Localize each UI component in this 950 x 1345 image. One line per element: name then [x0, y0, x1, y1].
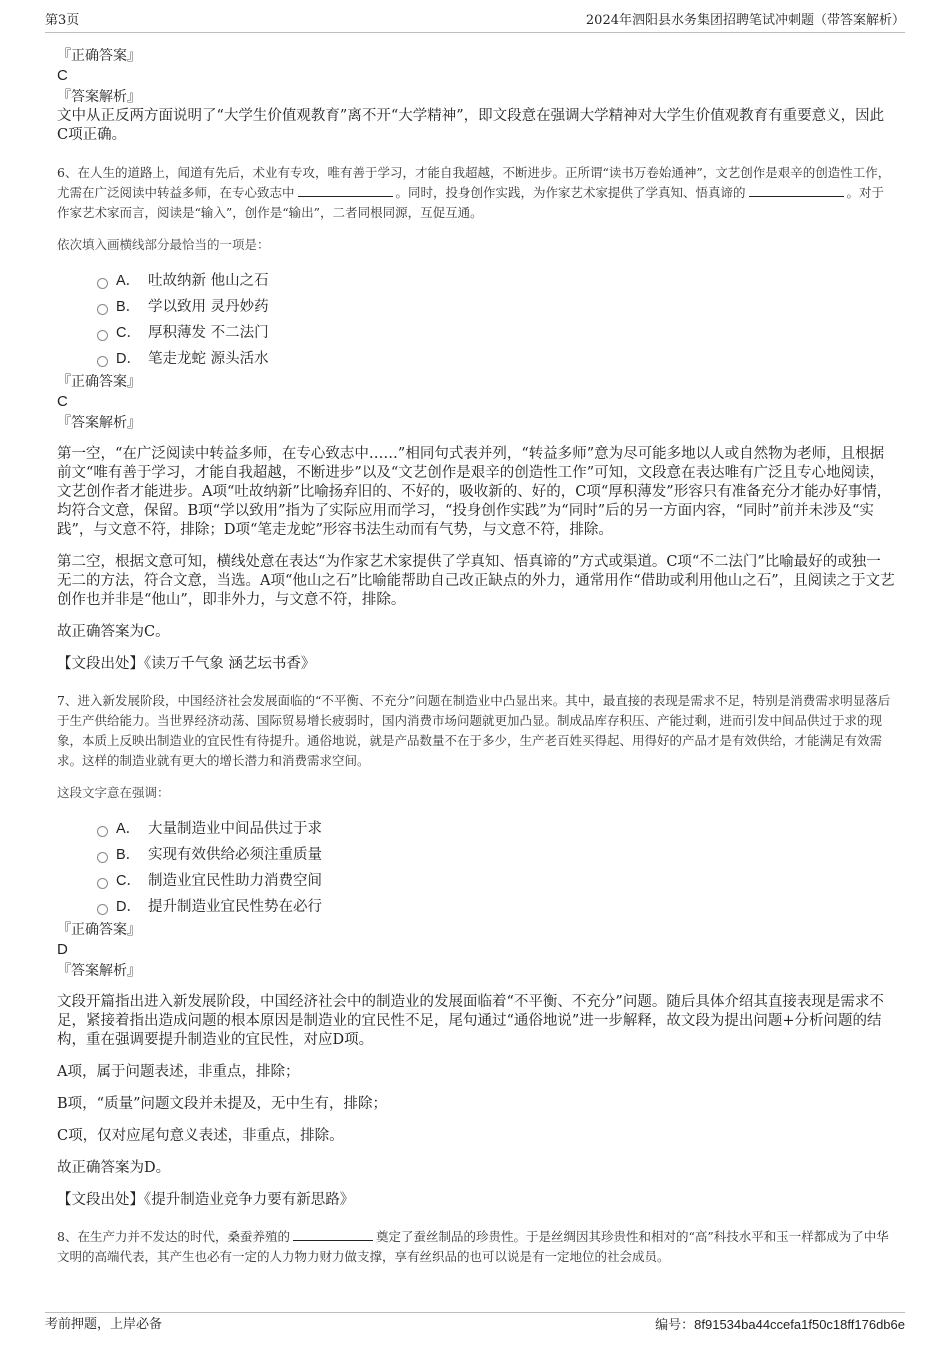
- document-id: 编号：8f91534ba44ccefa1f50c18ff176db6e: [655, 1317, 905, 1332]
- correct-answer-label: 『正确答案』: [57, 374, 141, 390]
- q6-question: 6、在人生的道路上，闻道有先后，术业有专攻，唯有善于学习，才能自我超越，不断进步。正所谓“读书万卷始通神”，文艺创作是艰辛的创造性工作，尤需在广泛阅读中转益多师，在专心致志中 。同时，投身创作实践，为作家艺术家提供了学真知、悟真谛的 。对于作家艺术家而言，阅读是“输入”，创作是“输出”，二者同根同源，互促互通。: [57, 165, 891, 220]
- q7-option-d[interactable]: D． 提升制造业宜民性势在必行: [97, 894, 895, 920]
- explanation-label: 『答案解析』: [57, 89, 141, 105]
- q6-blank-1: [298, 184, 393, 197]
- radio-icon[interactable]: [97, 356, 108, 367]
- radio-icon[interactable]: [97, 278, 108, 289]
- q7-answer: D: [57, 941, 68, 958]
- document-title: 2024年泗阳县水务集团招聘笔试冲刺题（带答案解析）: [585, 13, 905, 28]
- q6-blank-2: [749, 184, 844, 197]
- correct-answer-label: 『正确答案』: [57, 48, 141, 64]
- q7-option-c[interactable]: C． 制造业宜民性助力消费空间: [97, 868, 895, 894]
- q7-option-b[interactable]: B． 实现有效供给必须注重质量: [97, 842, 895, 868]
- q7-explanation-b: B项，“质量”问题文段并未提及，无中生有，排除；: [57, 1096, 387, 1112]
- q7-conclusion: 故正确答案为D。: [57, 1160, 171, 1176]
- q6-source: 【文段出处】《读万千气象 涵艺坛书香》: [57, 656, 316, 672]
- radio-icon[interactable]: [97, 304, 108, 315]
- explanation-label: 『答案解析』: [57, 415, 141, 431]
- q7-option-a[interactable]: A． 大量制造业中间品供过于求: [97, 816, 895, 842]
- q7-explanation-a: A项，属于问题表述，非重点，排除；: [57, 1064, 300, 1080]
- page-header: [45, 12, 905, 33]
- document-body: [57, 46, 895, 1267]
- q6-explanation-1: 第一空，“在广泛阅读中转益多师，在专心致志中……”相同句式表并列，“转益多师”意为尽可能多地以人或自然物为老师，且根据前文“唯有善于学习，才能自我超越，不断进步”以及“文艺创作是艰辛的创造性工作”可知，文段意在表达唯有广泛且专心地阅读，文艺创作者才能进步。A项“吐故纳新”比喻扬弃旧的、不好的，吸收新的、好的，C项“厚积薄发”形容只有准备充分才能办好事情，均符合文意，保留。B项“学以致用”指为了实际应用而学习，“投身创作实践”为“同时”后的另一方面内容，“同时”前并未涉及“实践”，与文意不符，排除；D项“笔走龙蛇”形容书法生动而有气势，与文意不符，排除。: [57, 446, 892, 538]
- radio-icon[interactable]: [97, 878, 108, 889]
- radio-icon[interactable]: [97, 330, 108, 341]
- q6-conclusion: 故正确答案为C。: [57, 624, 170, 640]
- q7-question: 7、进入新发展阶段，中国经济社会发展面临的“不平衡、不充分”问题在制造业中凸显出来。其中，最直接的表现是需求不足，特别是消费需求明显落后于生产供给能力。当世界经济动荡、国际贸易增长疲弱时，国内消费市场问题就更加凸显。制成品库存积压、产能过剩，进而引发中间品供过于求的现象，本质上反映出制造业的宜民性有待提升。通俗地说，就是产品数量不在于多少，生产老百姓买得起、用得好的产品才是有效供给，才能满足有效需求。这样的制造业就有更大的增长潜力和消费需求空间。: [57, 693, 891, 768]
- q7-source: 【文段出处】《提升制造业竞争力要有新思路》: [57, 1192, 355, 1208]
- q7-explanation-1: 文段开篇指出进入新发展阶段，中国经济社会中的制造业的发展面临着“不平衡、不充分”问题。随后具体介绍其直接表现是需求不足，紧接着指出造成问题的根本原因是制造业的宜民性不足，尾句通过“通俗地说”进一步解释，故文段为提出问题+分析问题的结构，重在强调要提升制造业的宜民性，对应D项。: [57, 994, 884, 1048]
- q7-options: [57, 816, 895, 920]
- q6-option-c[interactable]: C． 厚积薄发 不二法门: [97, 320, 895, 346]
- q6-prompt: 依次填入画横线部分最恰当的一项是：: [57, 237, 270, 252]
- q5-answer: C: [57, 67, 68, 84]
- correct-answer-label: 『正确答案』: [57, 922, 141, 938]
- q6-option-d[interactable]: D． 笔走龙蛇 源头活水: [97, 346, 895, 372]
- footer-slogan: 考前押题，上岸必备: [45, 1317, 163, 1332]
- q8-question: 8、在生产力并不发达的时代，桑蚕养殖的 奠定了蚕丝制品的珍贵性。于是丝绸因其珍贵性和相对的“高”科技水平和玉一样都成为了中华文明的高端代表，其产生也必有一定的人力物力财力做支撑，享有丝织品的也可以说是有一定地位的社会成员。: [57, 1229, 889, 1264]
- radio-icon[interactable]: [97, 852, 108, 863]
- page-number: 第3页: [45, 13, 80, 28]
- page-footer: [45, 1312, 905, 1337]
- q7-explanation-c: C项，仅对应尾句意义表述，非重点，排除。: [57, 1128, 344, 1144]
- q8-blank: [293, 1228, 373, 1241]
- radio-icon[interactable]: [97, 904, 108, 915]
- radio-icon[interactable]: [97, 826, 108, 837]
- q6-options: [57, 268, 895, 372]
- q6-option-a[interactable]: A． 吐故纳新 他山之石: [97, 268, 895, 294]
- q6-answer: C: [57, 393, 68, 410]
- explanation-label: 『答案解析』: [57, 963, 141, 979]
- q6-explanation-2: 第二空，根据文意可知，横线处意在表达“为作家艺术家提供了学真知、悟真谛的”方式或渠道。C项“不二法门”比喻最好的或独一无二的方法，符合文意，当选。A项“他山之石”比喻能帮助自己改正缺点的外力，通常用作“借助或利用他山之石”，且阅读之于文艺创作也并非是“他山”，即非外力，与文意不符，排除。: [57, 554, 895, 608]
- q7-prompt: 这段文字意在强调：: [57, 785, 170, 800]
- q5-explanation: 文中从正反两方面说明了“大学生价值观教育”离不开“大学精神”，即文段意在强调大学精神对大学生价值观教育有重要意义，因此C项正确。: [57, 108, 885, 143]
- q6-option-b[interactable]: B． 学以致用 灵丹妙药: [97, 294, 895, 320]
